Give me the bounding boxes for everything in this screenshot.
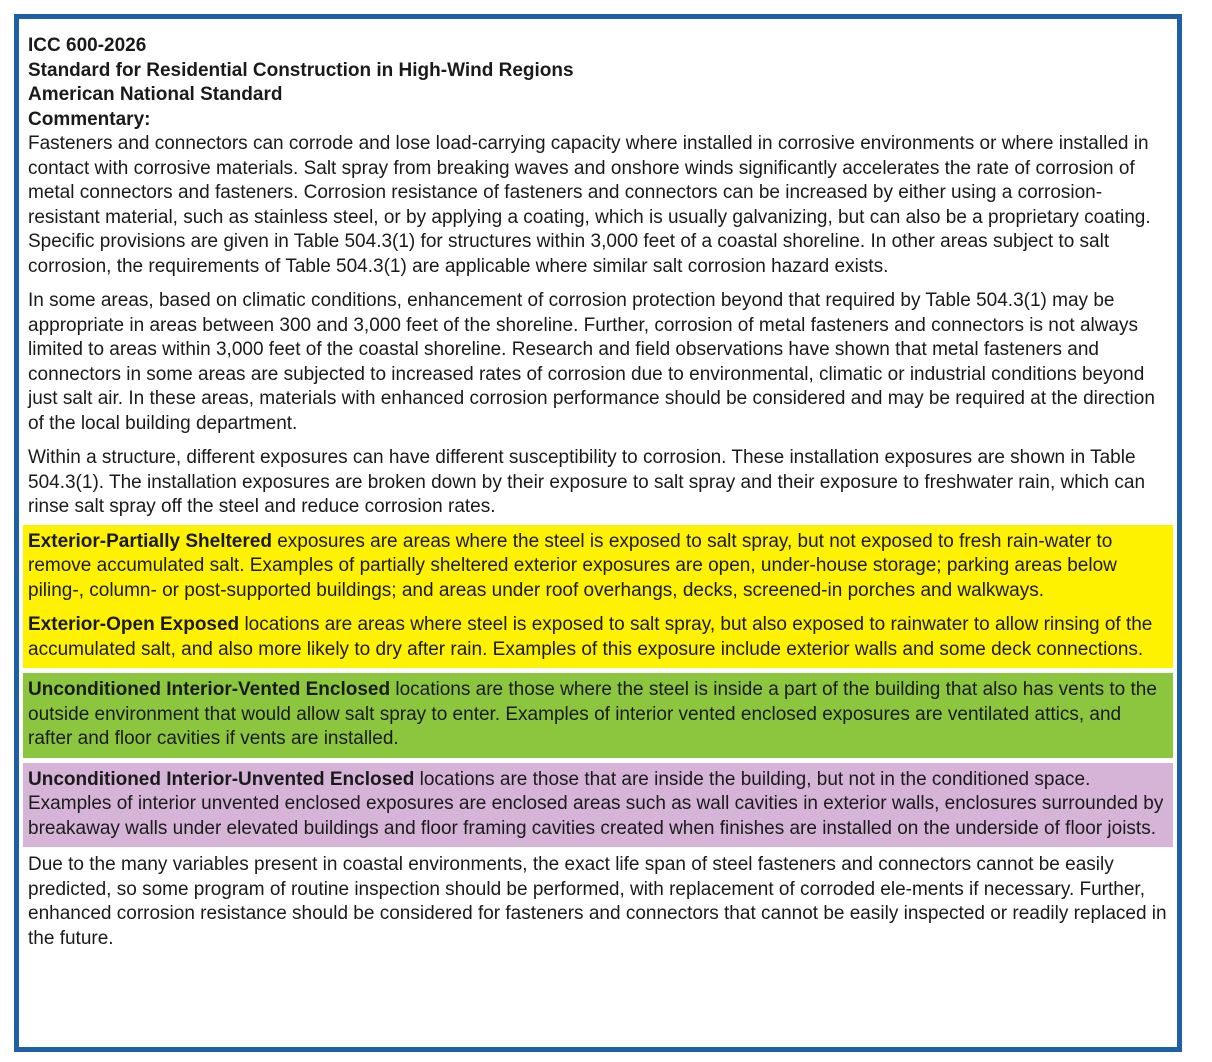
standard-subtitle: American National Standard	[28, 84, 283, 105]
exposure-interior-vented-enclosed	[23, 673, 1173, 758]
exposure-text: exposures are areas where the steel is exposed to salt spray, but not exposed to fresh rain-water to remove accumulated salt. Examples of partially sheltered exterior exposures are open, under-house storage; parking areas below piling-, column- or post-supported buildings; and areas under roof overhangs, decks, screened-in porches and walkways.	[28, 530, 1117, 601]
commentary-paragraph-1: Fasteners and connectors can corrode and lose load-carrying capacity where installed in corrosive environments or where installed in contact with corrosive materials. Salt spray from breaking waves and onshore winds significantly accelerates the rate of corrosion of metal connectors and fasteners. Corrosion resistance of fasteners and connectors can be increased by either using a corrosion-resistant material, such as stainless steel, or by applying a coating, which is usually galvanizing, but can also be a proprietary coating. Specific provisions are given in Table 504.3(1) for structures within 3,000 feet of a coastal shoreline. In other areas subject to salt corrosion, the requirements of Table 504.3(1) are applicable where similar salt corrosion hazard exists.	[28, 133, 1151, 277]
exposure-term: Exterior-Partially Sheltered	[28, 530, 272, 552]
exposure-term: Exterior-Open Exposed	[28, 614, 240, 635]
commentary-paragraph-final: Due to the many variables present in coastal environments, the exact life span of steel fasteners and connectors cannot be easily predicted, so some program of routine inspection should be performed, with replacement of corroded ele-ments if necessary. Further, enhanced corrosion resistance should be considered for fasteners and connectors that cannot be easily inspected or readily replaced in the future.	[28, 854, 1167, 949]
commentary-box	[14, 14, 1182, 1052]
standard-title: Standard for Residential Construction in High-Wind Regions	[28, 59, 574, 81]
exposure-text: locations are areas where steel is exposed to salt spray, but also exposed to rainwater to allow rinsing of the accumulated salt, and also more likely to dry after rain. Examples of this exposure include exterior walls and some deck connections.	[28, 614, 1153, 660]
exposure-term: Unconditioned Interior-Unvented Enclosed	[28, 768, 415, 790]
standard-code: ICC 600-2026	[28, 35, 147, 56]
commentary-paragraph-2: In some areas, based on climatic conditions, enhancement of corrosion protection beyond that required by Table 504.3(1) may be appropriate in areas between 300 and 3,000 feet of the shoreline. Further, corrosion of metal fasteners and connectors is not always limited to areas within 3,000 feet of the coastal shoreline. Research and field observations have shown that metal fasteners and connectors in some areas are subjected to increased rates of corrosion due to environmental, climatic or industrial conditions beyond just salt air. In these areas, materials with enhanced corrosion performance should be considered and may be required at the direction of the local building department.	[28, 290, 1155, 434]
exposure-interior-unvented-enclosed	[23, 763, 1173, 848]
exposure-term: Unconditioned Interior-Vented Enclosed	[28, 679, 391, 700]
exposure-text: locations are those where the steel is inside a part of the building that also has vents to the outside environment that would allow salt spray to enter. Examples of interior vented enclosed exposures are ventilated attics, and rafter and floor cavities if vents are installed.	[28, 679, 1157, 749]
exposure-text: locations are those that are inside the building, but not in the conditioned space. Examples of interior unvented enclosed exposures are enclosed areas such as wall cavities in exterior walls, enclosures surrounded by breakaway walls under elevated buildings and floor framing cavities created when finishes are installed on the underside of floor joists.	[28, 768, 1164, 839]
exposure-exterior-open-exposed	[23, 609, 1173, 668]
exposure-exterior-partially-sheltered	[23, 525, 1173, 610]
commentary-label: Commentary:	[28, 108, 151, 130]
commentary-content	[23, 34, 1173, 951]
commentary-paragraph-3: Within a structure, different exposures can have different susceptibility to corrosion. These installation exposures are shown in Table 504.3(1). The installation exposures are broken down by their exposure to salt spray and their exposure to freshwater rain, which can rinse salt spray off the steel and reduce corrosion rates.	[28, 447, 1146, 517]
